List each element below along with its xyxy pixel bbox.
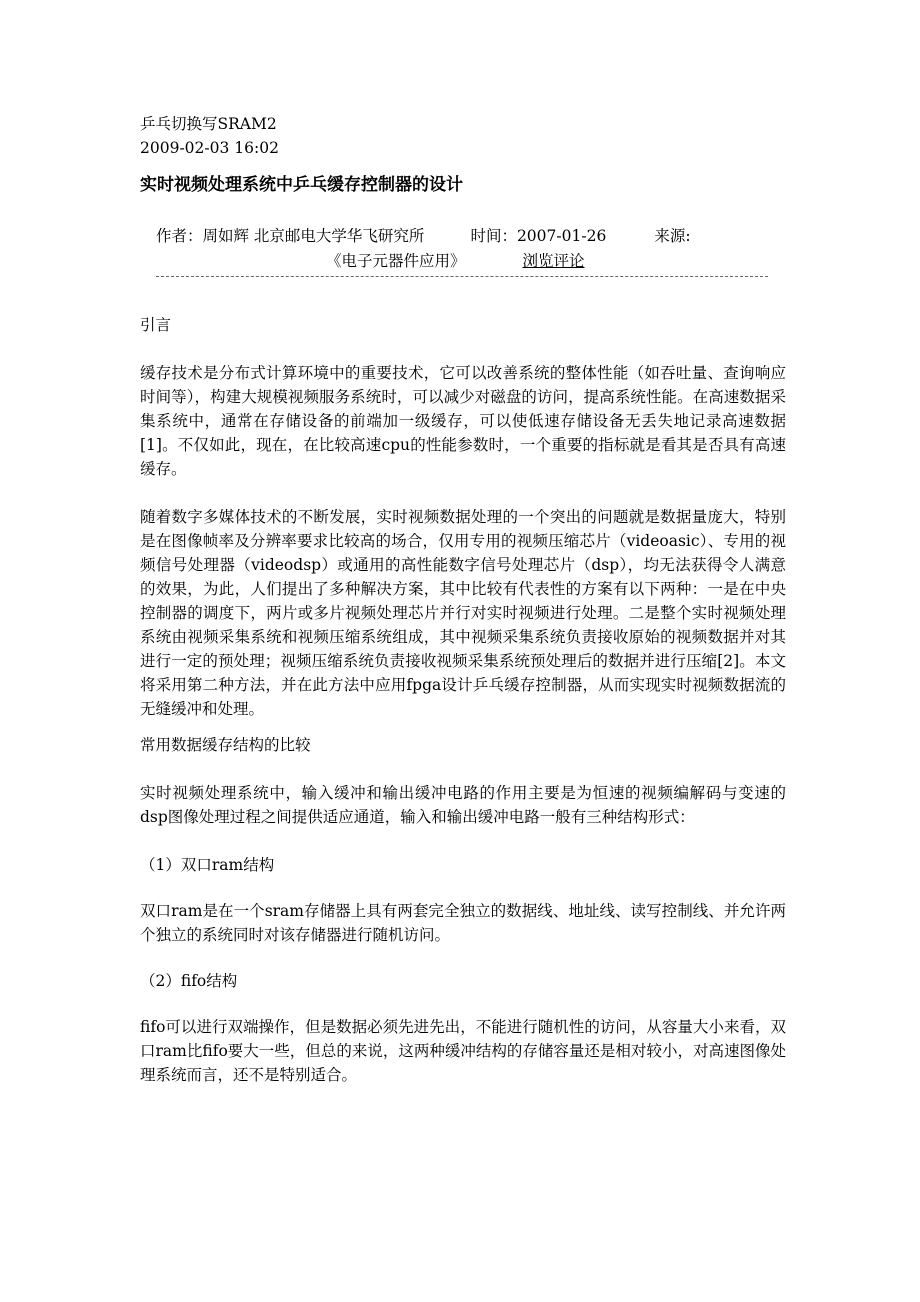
section-heading-dual-ram: （1）双口ram结构: [140, 856, 275, 874]
meta-source-value: 《电子元器件应用》: [326, 252, 466, 270]
document-title: 乒乓切换写SRAM2: [140, 115, 277, 133]
meta-source-label: 来源:: [654, 227, 691, 245]
meta-author: 作者：周如辉 北京邮电大学华飞研究所: [156, 227, 425, 245]
section-heading-fifo: （2）fifo结构: [140, 972, 238, 990]
section-heading-intro: 引言: [140, 316, 172, 334]
article-meta: [156, 224, 768, 277]
review-comments-link[interactable]: 浏览评论: [522, 252, 585, 270]
document-datetime: 2009-02-03 16:02: [140, 139, 279, 157]
paragraph: 缓存技术是分布式计算环境中的重要技术，它可以改善系统的整体性能（如吞吐量、查询响应时间等），构建大规模视频服务系统时，可以减少对磁盘的访问，提高系统性能。在高速数据采集系统中，通常在存储设备的前端加一级缓存，可以使低速存储设备无丢失地记录高速数据[1]。不仅如此，现在，在比较高速cpu的性能参数时，一个重要的指标就是看其是否具有高速缓存。: [140, 364, 786, 478]
paragraph: 双口ram是在一个sram存储器上具有两套完全独立的数据线、地址线、读写控制线、并允许两个独立的系统同时对该存储器进行随机访问。: [140, 902, 786, 944]
meta-row: [156, 224, 768, 249]
section-heading-compare: 常用数据缓存结构的比较: [140, 736, 311, 754]
meta-row: [156, 249, 768, 274]
paragraph: 随着数字多媒体技术的不断发展，实时视频数据处理的一个突出的问题就是数据量庞大，特别是在图像帧率及分辨率要求比较高的场合，仅用专用的视频压缩芯片（videoasic）、专用的视频信号处理器（videodsp）或通用的高性能数字信号处理芯片（dsp），均无法获得令人满意的效果，为此，人们提出了多种解决方案，其中比较有代表性的方案有以下两种：一是在中央控制器的调度下，两片或多片视频处理芯片并行对实时视频进行处理。二是整个实时视频处理系统由视频采集系统和视频压缩系统组成，其中视频采集系统负责接收原始的视频数据并对其进行一定的预处理；视频压缩系统负责接收视频采集系统预处理后的数据并进行压缩[2]。本文将采用第二种方法，并在此方法中应用fpga设计乒乓缓存控制器，从而实现实时视频数据流的无缝缓冲和处理。: [140, 508, 786, 718]
meta-time: 时间：2007-01-26: [470, 227, 607, 245]
article-title: 实时视频处理系统中乒乓缓存控制器的设计: [140, 175, 463, 195]
paragraph: 实时视频处理系统中，输入缓冲和输出缓冲电路的作用主要是为恒速的视频编解码与变速的dsp图像处理过程之间提供适应通道，输入和输出缓冲电路一般有三种结构形式：: [140, 784, 786, 826]
document-page: [140, 112, 788, 1087]
paragraph: fifo可以进行双端操作，但是数据必须先进先出，不能进行随机性的访问，从容量大小来看，双口ram比fifo要大一些，但总的来说，这两种缓冲结构的存储容量还是相对较小，对高速图像处理系统而言，还不是特别适合。: [140, 1018, 786, 1084]
